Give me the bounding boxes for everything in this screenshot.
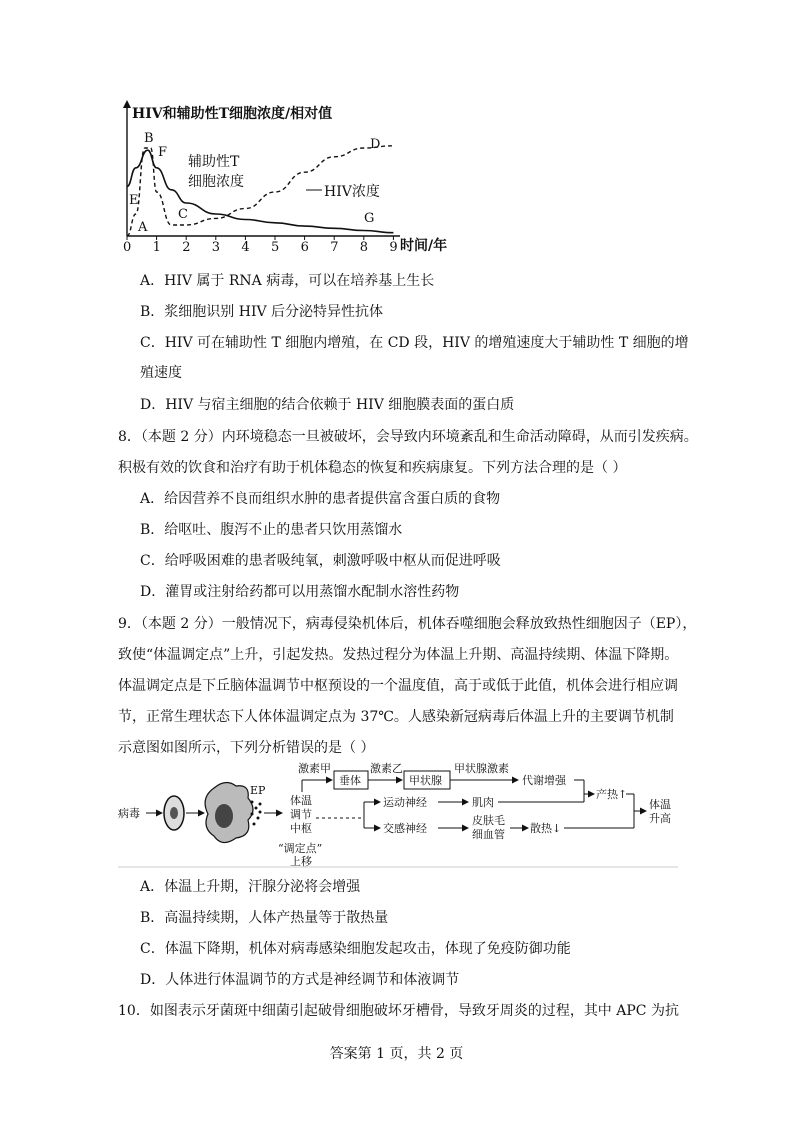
x-axis-label: 时间/年 xyxy=(400,238,448,254)
q7-option-c-line1: C．HIV 可在辅助性 T 细胞内增殖，在 CD 段，HIV 的增殖速度大于辅助性 T 细胞的增 xyxy=(140,335,689,351)
q8-option-b: B．给呕吐、腹泻不止的患者只饮用蒸馏水 xyxy=(140,522,403,538)
point-label-g: G xyxy=(364,211,375,226)
pituitary-label: 垂体 xyxy=(339,774,361,787)
q10-stem-line1: 10．如图表示牙菌斑中细菌引起破骨细胞破坏牙槽骨，导致牙周炎的过程，其中 APC 为抗 xyxy=(118,1003,679,1019)
x-ticks xyxy=(123,236,398,255)
q9-stem-line1: 9．（本题 2 分）一般情况下，病毒侵染机体后，机体吞噬细胞会释放致热性细胞因子（EP）， xyxy=(118,616,697,632)
virus-cell-core xyxy=(170,807,178,819)
center-line3: 中枢 xyxy=(290,822,312,835)
q9-option-d: D．人体进行体温调节的方式是神经调节和体液调节 xyxy=(140,972,460,988)
x-tick-label: 6 xyxy=(300,240,309,255)
q8-option-d: D．灌胃或注射给药都可以用蒸馏水配制水溶性药物 xyxy=(140,584,460,600)
muscle-label: 肌肉 xyxy=(472,796,494,809)
tcell-label-line2: 细胞浓度 xyxy=(188,174,244,190)
x-tick-label: 2 xyxy=(182,240,191,255)
q9-stem-line4: 节，正常生理状态下人体体温调定点为 37℃。人感染新冠病毒后体温上升的主要调节机制 xyxy=(118,709,674,725)
y-axis-arrow xyxy=(123,100,131,108)
thyroid-label: 甲状腺 xyxy=(409,774,442,787)
temp-rise-line2: 升高 xyxy=(649,812,671,825)
hormone-b-label: 激素乙 xyxy=(370,762,403,775)
tcell-label-line1: 辅助性T xyxy=(188,154,240,170)
point-label-f: F xyxy=(158,145,168,160)
ep-label: EP xyxy=(250,784,266,797)
q7-option-d: D．HIV 与宿主细胞的结合依赖于 HIV 细胞膜表面的蛋白质 xyxy=(140,397,515,413)
point-label-c: C xyxy=(178,207,188,222)
q8-option-c: C．给呼吸困难的患者吸纯氧，刺激呼吸中枢从而促进呼吸 xyxy=(140,553,501,569)
capillary-line1: 皮肤毛 xyxy=(472,814,505,827)
motor-nerve-label: 运动神经 xyxy=(383,796,427,809)
phagocyte-nucleus xyxy=(215,804,233,828)
q9-stem-line3: 体温调定点是下丘脑体温调节中枢预设的一个温度值，高于或低于此值，机体会进行相应调 xyxy=(118,678,678,694)
x-tick-label: 9 xyxy=(389,240,398,255)
y-axis-label: HIV和辅助性T细胞浓度/相对值 xyxy=(132,106,333,122)
x-tick-label: 3 xyxy=(211,240,221,255)
q9-option-b: B．高温持续期，人体产热量等于散热量 xyxy=(140,910,389,926)
center-line2: 调节 xyxy=(290,808,312,821)
q8-option-a: A．给因营养不良而组织水肿的患者提供富含蛋白质的食物 xyxy=(140,491,501,507)
q9-option-a: A．体温上升期，汗腺分泌将会增强 xyxy=(140,879,361,895)
q7-option-b: B．浆细胞识别 HIV 后分泌特异性抗体 xyxy=(140,304,384,320)
x-tick-label: 8 xyxy=(359,240,369,255)
point-label-a: A xyxy=(138,220,148,235)
q8-stem-line1: 8．（本题 2 分）内环境稳态一旦被破坏，会导致内环境紊乱和生命活动障碍，从而引发疾病。 xyxy=(118,429,698,445)
q9-option-c: C．体温下降期，机体对病毒感染细胞发起攻击，体现了免疫防御功能 xyxy=(140,941,571,957)
thermoregulation-diagram xyxy=(118,758,678,868)
center-line1: 体温 xyxy=(290,794,312,807)
q7-option-a: A．HIV 属于 RNA 病毒，可以在培养基上生长 xyxy=(140,273,435,289)
point-label-e: E xyxy=(129,193,139,208)
temp-rise-line1: 体温 xyxy=(649,798,671,811)
hiv-label: HIV浓度 xyxy=(324,184,380,200)
capillary-line2: 细血管 xyxy=(472,828,505,841)
point-label-b: B xyxy=(144,131,154,146)
virus-label: 病毒 xyxy=(118,807,140,820)
sympathetic-label: 交感神经 xyxy=(383,822,427,835)
heat-loss-label: 散热↓ xyxy=(530,822,562,835)
x-tick-label: 4 xyxy=(241,240,250,255)
x-tick-label: 1 xyxy=(152,240,161,255)
heat-production-label: 产热↑ xyxy=(596,788,628,801)
x-tick-label: 0 xyxy=(123,240,132,255)
setpoint-line1: “调定点” xyxy=(278,842,323,855)
q9-stem-line5: 示意图如图所示，下列分析错误的是（ ） xyxy=(118,740,375,756)
q9-stem-line2: 致使“体温调定点”上升，引起发热。发热过程分为体温上升期、高温持续期、体温下降期。 xyxy=(118,647,679,663)
hiv-tcell-chart xyxy=(110,98,470,256)
setpoint-line2: 上移 xyxy=(290,855,312,868)
hormone-a-label: 激素甲 xyxy=(298,762,331,775)
x-tick-label: 7 xyxy=(330,240,339,255)
thyroid-hormone-label: 甲状腺激素 xyxy=(454,762,509,775)
x-tick-label: 5 xyxy=(271,240,280,255)
metabolism-label: 代谢增强 xyxy=(522,774,566,787)
q8-stem-line2: 积极有效的饮食和治疗有助于机体稳态的恢复和疾病康复。下列方法合理的是（ ） xyxy=(118,460,627,476)
point-label-d: D xyxy=(370,137,381,152)
q7-option-c-line2: 殖速度 xyxy=(140,365,182,381)
page-footer: 答案第 1 页，共 2 页 xyxy=(329,1046,464,1062)
